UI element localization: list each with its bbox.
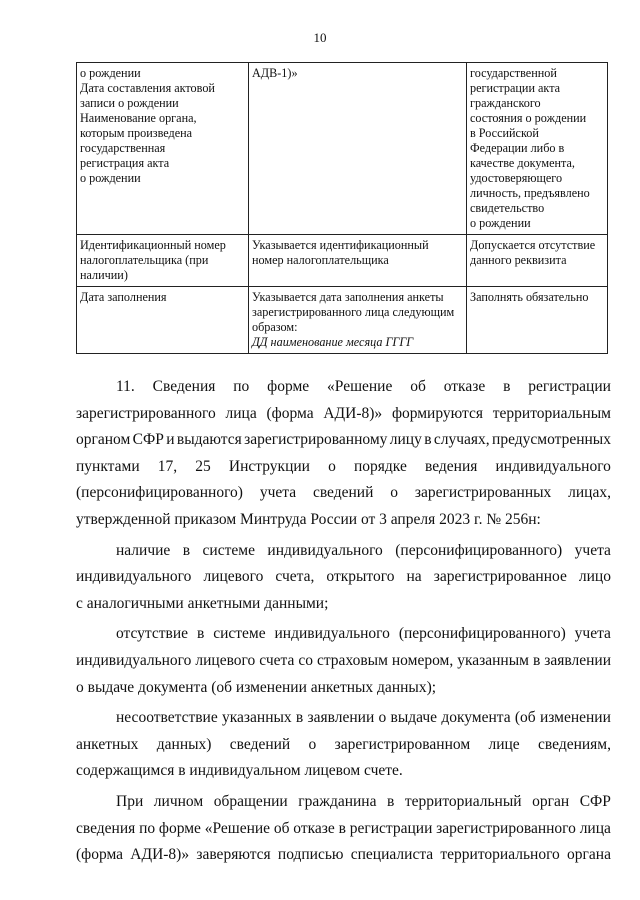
cell-line: о рождении <box>470 216 531 230</box>
word: индивидуального <box>274 625 390 643</box>
word: лицах, <box>568 484 611 502</box>
word: отказе <box>293 819 335 837</box>
cell-line: государственная <box>80 141 166 155</box>
paragraph-line <box>76 480 611 507</box>
word: СФР <box>132 431 164 449</box>
word: на <box>406 568 422 586</box>
word: индивидуального <box>76 651 192 669</box>
table-cell <box>249 63 467 235</box>
word: лице <box>488 735 520 753</box>
cell-line: личность, предъявлено <box>470 186 590 200</box>
word: зарегистрированного <box>436 819 576 837</box>
word: сведений <box>312 484 374 502</box>
word: зарегистрированного <box>76 404 216 422</box>
word: в <box>532 651 541 669</box>
word: 25 <box>195 457 211 475</box>
paragraph-line <box>76 816 611 843</box>
paragraph-last-line: о выдаче документа (об изменении анкетных данных); <box>76 678 437 696</box>
paragraph-line <box>76 621 611 648</box>
cell-line: регистрации акта <box>470 81 561 95</box>
word: индивидуального <box>267 541 383 559</box>
word: по <box>139 819 156 837</box>
word: сведениям, <box>538 735 611 753</box>
cell-line: качестве документа, <box>470 156 575 170</box>
word: учета <box>574 541 611 559</box>
word: заявлении <box>307 709 375 727</box>
word: указанных <box>221 709 292 727</box>
paragraph-last-line: с аналогичными анкетными данными; <box>76 594 329 612</box>
cell-line: Идентификационный номер <box>80 238 226 252</box>
word: 17, <box>157 457 178 475</box>
word: специалиста <box>350 846 434 864</box>
cell-line: зарегистрированного лица следующим <box>252 305 455 319</box>
word: о <box>308 735 317 753</box>
word: в <box>182 541 191 559</box>
cell-line: налогоплательщика (при <box>80 253 209 267</box>
paragraph-line <box>76 732 611 759</box>
word: Инструкции <box>228 457 310 475</box>
cell-line: свидетельство <box>470 201 545 215</box>
word: зарегистрированное <box>433 568 567 586</box>
word: орган <box>532 792 570 810</box>
cell-line: государственной <box>470 66 557 80</box>
word: лица <box>225 404 257 422</box>
paragraph-line <box>76 705 611 732</box>
table-cell <box>249 235 467 287</box>
cell-line: Дата составления актовой <box>80 81 215 95</box>
cell-line: гражданского <box>470 96 541 110</box>
word: форме <box>158 819 201 837</box>
word: предусмотренных <box>492 431 611 449</box>
cell-line: Указывается дата заполнения анкеты <box>252 290 444 304</box>
word: в <box>196 625 205 643</box>
paragraph-line <box>76 648 611 675</box>
word: о <box>378 709 387 727</box>
word: зарегистрированных <box>414 484 552 502</box>
body-text <box>76 374 611 873</box>
word: органа <box>567 846 611 864</box>
paragraph-line <box>76 538 611 565</box>
cell-line: которым произведена <box>80 126 193 140</box>
cell-line: данного реквизита <box>470 253 567 267</box>
cell-line: Наименование органа, <box>80 111 197 125</box>
word: отказе <box>443 378 486 395</box>
table-row <box>77 63 608 235</box>
word: ведения <box>424 457 478 475</box>
cell-line: номер налогоплательщика <box>252 253 389 267</box>
word: сведения <box>76 819 136 837</box>
paragraph-line <box>76 401 611 428</box>
requisites-table <box>76 62 608 354</box>
word: выдаются <box>176 431 242 449</box>
cell-line: о рождении <box>80 171 141 185</box>
table-cell <box>77 235 249 287</box>
word: счета <box>259 651 295 669</box>
word: территориального <box>440 846 560 864</box>
cell-line: удостоверяющего <box>470 171 563 185</box>
word: порядке <box>354 457 407 475</box>
word: и <box>166 431 175 449</box>
word: форме <box>267 378 310 395</box>
word: по <box>233 378 250 395</box>
word: изменении <box>539 709 611 727</box>
paragraph <box>76 374 611 534</box>
word: (форма <box>76 846 124 864</box>
word: документа <box>441 709 511 727</box>
word: АДИ-8)» <box>130 846 190 864</box>
word: обращении <box>213 792 288 810</box>
paragraph-line <box>76 454 611 481</box>
word: отсутствие <box>116 625 189 643</box>
word: анкетных <box>76 735 139 753</box>
cell-line: образом: <box>252 320 298 334</box>
word: зарегистрированном <box>334 735 471 753</box>
word: заверяются <box>196 846 271 864</box>
word: в <box>503 378 511 395</box>
word: об <box>410 378 426 395</box>
word: в <box>387 792 395 810</box>
word: лицевого <box>195 651 256 669</box>
cell-line: Дата заполнения <box>80 290 167 304</box>
word: СФР <box>579 792 611 810</box>
cell-line: записи о рождении <box>80 96 179 110</box>
word: лица <box>579 819 611 837</box>
word: При <box>116 792 144 810</box>
word: гражданина <box>298 792 377 810</box>
word: в <box>424 431 432 449</box>
word: регистрации <box>349 819 433 837</box>
table-cell <box>249 287 467 354</box>
word: об <box>273 819 290 837</box>
word: указанным <box>457 651 529 669</box>
cell-line: состояния о рождении <box>470 111 587 125</box>
word: системе <box>202 541 255 559</box>
word: «Решение <box>204 819 271 837</box>
paragraph-line <box>76 789 611 816</box>
word: (персонифицированного) <box>76 484 243 502</box>
word: номером, <box>391 651 454 669</box>
cell-line: Заполнять обязательно <box>470 290 589 304</box>
word: счета, <box>275 568 315 586</box>
word: лицу <box>389 431 422 449</box>
paragraph-last-line: утвержденной приказом Минтруда России от 3 апреля 2023 г. № 256н: <box>76 510 541 528</box>
word: регистрации <box>528 378 611 395</box>
paragraph <box>76 538 611 618</box>
word: лицевого <box>203 568 264 586</box>
paragraph <box>76 789 611 869</box>
word: Сведения <box>152 378 216 395</box>
word: выдаче <box>390 709 438 727</box>
word: индивидуального <box>76 568 192 586</box>
word: подписью <box>277 846 344 864</box>
cell-line: АДВ-1)» <box>252 66 298 80</box>
cell-line-italic: ДД наименование месяца ГГГГ <box>252 335 414 349</box>
word: лицо <box>578 568 611 586</box>
page-number: 10 <box>313 30 327 45</box>
word: в <box>338 819 346 837</box>
table-row <box>77 235 608 287</box>
paragraph <box>76 705 611 785</box>
table-cell <box>77 287 249 354</box>
word: 11. <box>116 378 135 395</box>
word: о <box>328 457 336 475</box>
word: «Решение <box>327 378 393 395</box>
paragraph-line <box>76 374 611 401</box>
paragraph <box>76 621 611 701</box>
word: учета <box>259 484 297 502</box>
word: формируются <box>391 404 483 422</box>
cell-line: наличии) <box>80 268 128 282</box>
word: АДИ-8)» <box>323 404 383 422</box>
word: (персонифицированного) <box>398 625 566 643</box>
word: личном <box>153 792 204 810</box>
word: со <box>298 651 313 669</box>
word: несоответствие <box>116 709 218 727</box>
word: случаях, <box>433 431 490 449</box>
word: данных) <box>156 735 212 753</box>
word: (форма <box>266 404 314 422</box>
word: пунктами <box>76 457 140 475</box>
table-cell <box>467 235 608 287</box>
word: территориальным <box>492 404 611 422</box>
word: (персонифицированного) <box>395 541 563 559</box>
cell-line: Допускается отсутствие <box>470 238 596 252</box>
paragraph-line <box>76 842 611 869</box>
word: заявлении <box>544 651 611 669</box>
cell-line: регистрация акта <box>80 156 170 170</box>
word: территориальный <box>404 792 522 810</box>
word: в <box>295 709 304 727</box>
cell-line: о рождении <box>80 66 141 80</box>
word: страховым <box>316 651 388 669</box>
paragraph-line <box>76 427 611 454</box>
cell-line: Федерации либо в <box>470 141 565 155</box>
word: (об <box>514 709 536 727</box>
word: открытого <box>326 568 395 586</box>
word: сведений <box>229 735 291 753</box>
cell-line: в Российской <box>470 126 539 140</box>
table-cell <box>467 63 608 235</box>
paragraph-line <box>76 564 611 591</box>
word: органом <box>76 431 131 449</box>
table-cell <box>467 287 608 354</box>
paragraph-last-line: содержащимся в индивидуальном лицевом счете. <box>76 762 403 780</box>
word: системе <box>213 625 266 643</box>
word: учета <box>574 625 611 643</box>
table-cell <box>77 63 249 235</box>
word: наличие <box>116 541 171 559</box>
word: зарегистрированному <box>244 431 388 449</box>
table-row <box>77 287 608 354</box>
word: о <box>390 484 398 502</box>
cell-line: Указывается идентификационный <box>252 238 429 252</box>
word: индивидуального <box>495 457 611 475</box>
